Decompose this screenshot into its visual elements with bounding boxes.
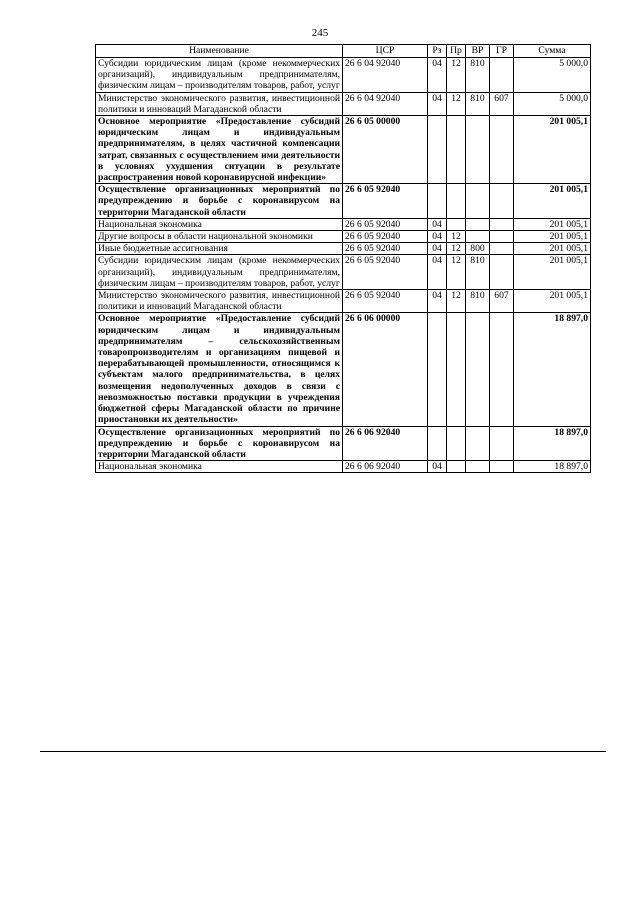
row-pr-cell: 12 [447, 58, 466, 93]
table-row [96, 290, 591, 313]
row-rz-cell: 04 [428, 231, 447, 243]
row-csr-cell: 26 6 05 00000 [343, 116, 428, 184]
row-gr-cell [490, 184, 514, 219]
row-rz-cell [428, 116, 447, 184]
row-sum-cell: 201 005,1 [514, 243, 591, 255]
row-rz-cell: 04 [428, 461, 447, 473]
row-sum-cell: 201 005,1 [514, 184, 591, 219]
row-sum-cell: 201 005,1 [514, 218, 591, 230]
row-vr-cell [466, 231, 490, 243]
row-gr-cell [490, 461, 514, 473]
row-csr-cell: 26 6 04 92040 [343, 92, 428, 115]
row-pr-cell: 12 [447, 92, 466, 115]
row-pr-cell: 12 [447, 255, 466, 290]
table-row [96, 218, 591, 230]
table-row [96, 116, 591, 184]
row-name-cell: Субсидии юридическим лицам (кроме некоммерческих организаций), индивидуальным предпринимателям, физическим лицам – производителям товаров, работ, услуг [96, 58, 343, 93]
row-gr-cell: 607 [490, 290, 514, 313]
header-rz: Рз [428, 45, 447, 58]
row-csr-cell: 26 6 05 92040 [343, 255, 428, 290]
row-gr-cell: 607 [490, 92, 514, 115]
row-rz-cell: 04 [428, 255, 447, 290]
row-rz-cell: 04 [428, 92, 447, 115]
row-rz-cell [428, 184, 447, 219]
table-row [96, 231, 591, 243]
table-row [96, 461, 591, 473]
table-row [96, 255, 591, 290]
row-vr-cell [466, 184, 490, 219]
row-name-cell: Осуществление организационных мероприятий по предупреждению и борьбе с коронавирусом на территории Магаданской области [96, 426, 343, 461]
row-pr-cell: 12 [447, 231, 466, 243]
row-sum-cell: 201 005,1 [514, 290, 591, 313]
row-vr-cell [466, 313, 490, 426]
row-gr-cell [490, 231, 514, 243]
row-csr-cell: 26 6 05 92040 [343, 218, 428, 230]
row-csr-cell: 26 6 06 92040 [343, 461, 428, 473]
row-rz-cell [428, 313, 447, 426]
row-gr-cell [490, 218, 514, 230]
row-rz-cell: 04 [428, 290, 447, 313]
row-csr-cell: 26 6 05 92040 [343, 243, 428, 255]
row-rz-cell [428, 426, 447, 461]
row-gr-cell [490, 255, 514, 290]
row-vr-cell [466, 218, 490, 230]
table-body [96, 58, 591, 473]
header-pr: Пр [447, 45, 466, 58]
header-row [96, 45, 591, 58]
row-csr-cell: 26 6 06 00000 [343, 313, 428, 426]
row-name-cell: Иные бюджетные ассигнования [96, 243, 343, 255]
header-name: Наименование [96, 45, 343, 58]
row-csr-cell: 26 6 04 92040 [343, 58, 428, 93]
row-rz-cell: 04 [428, 58, 447, 93]
row-name-cell: Другие вопросы в области национальной экономики [96, 231, 343, 243]
table-row [96, 313, 591, 426]
row-sum-cell: 18 897,0 [514, 461, 591, 473]
row-pr-cell [447, 184, 466, 219]
budget-table [95, 44, 591, 473]
row-name-cell: Министерство экономического развития, инвестиционной политики и инноваций Магаданской области [96, 92, 343, 115]
row-pr-cell [447, 426, 466, 461]
row-vr-cell: 810 [466, 58, 490, 93]
row-vr-cell: 810 [466, 290, 490, 313]
table-row [96, 426, 591, 461]
row-pr-cell: 12 [447, 243, 466, 255]
row-pr-cell [447, 461, 466, 473]
row-pr-cell [447, 218, 466, 230]
page-number: 245 [311, 27, 329, 39]
table-row [96, 184, 591, 219]
row-csr-cell: 26 6 05 92040 [343, 290, 428, 313]
row-sum-cell: 201 005,1 [514, 116, 591, 184]
row-csr-cell: 26 6 06 92040 [343, 426, 428, 461]
row-vr-cell [466, 426, 490, 461]
row-sum-cell: 18 897,0 [514, 426, 591, 461]
row-vr-cell [466, 116, 490, 184]
row-name-cell: Основное мероприятие «Предоставление субсидий юридическим лицам и индивидуальным предпринимателям, в целях частичной компенсации затрат, связанных с осуществлением ими деятельности в условиях ухудшения ситуации в результате распространения новой коронавирусной инфекции» [96, 116, 343, 184]
row-gr-cell [490, 116, 514, 184]
header-sum: Сумма [514, 45, 591, 58]
row-pr-cell [447, 116, 466, 184]
table-row [96, 243, 591, 255]
row-rz-cell: 04 [428, 218, 447, 230]
row-vr-cell: 800 [466, 243, 490, 255]
row-name-cell: Национальная экономика [96, 218, 343, 230]
row-sum-cell: 18 897,0 [514, 313, 591, 426]
row-name-cell: Осуществление организационных мероприятий по предупреждению и борьбе с коронавирусом на территории Магаданской области [96, 184, 343, 219]
table-row [96, 92, 591, 115]
row-name-cell: Министерство экономического развития, инвестиционной политики и инноваций Магаданской области [96, 290, 343, 313]
row-csr-cell: 26 6 05 92040 [343, 184, 428, 219]
row-sum-cell: 5 000,0 [514, 92, 591, 115]
row-gr-cell [490, 58, 514, 93]
row-name-cell: Основное мероприятие «Предоставление субсидий юридическим лицам и индивидуальным предпринимателям – сельскохозяйственным товаропроизводителям и организациям пищевой и перерабатывающей промышленности, относящимся к субъектам малого предпринимательства, в целях возмещения недополученных доходов в связи с невозможностью поставки продукции в учреждения бюджетной сферы Магаданской области по причине приостановки их деятельности» [96, 313, 343, 426]
row-vr-cell: 810 [466, 255, 490, 290]
row-sum-cell: 201 005,1 [514, 231, 591, 243]
row-name-cell: Субсидии юридическим лицам (кроме некоммерческих организаций), индивидуальным предпринимателям, физическим лицам – производителям товаров, работ, услуг [96, 255, 343, 290]
header-gr: ГР [490, 45, 514, 58]
row-vr-cell: 810 [466, 92, 490, 115]
header-vr: ВР [466, 45, 490, 58]
row-csr-cell: 26 6 05 92040 [343, 231, 428, 243]
row-gr-cell [490, 313, 514, 426]
row-sum-cell: 201 005,1 [514, 255, 591, 290]
header-csr: ЦСР [343, 45, 428, 58]
row-vr-cell [466, 461, 490, 473]
row-sum-cell: 5 000,0 [514, 58, 591, 93]
row-name-cell: Национальная экономика [96, 461, 343, 473]
row-rz-cell: 04 [428, 243, 447, 255]
row-pr-cell: 12 [447, 290, 466, 313]
footer-rule [40, 751, 606, 752]
row-gr-cell [490, 426, 514, 461]
row-gr-cell [490, 243, 514, 255]
table-row [96, 58, 591, 93]
row-pr-cell [447, 313, 466, 426]
